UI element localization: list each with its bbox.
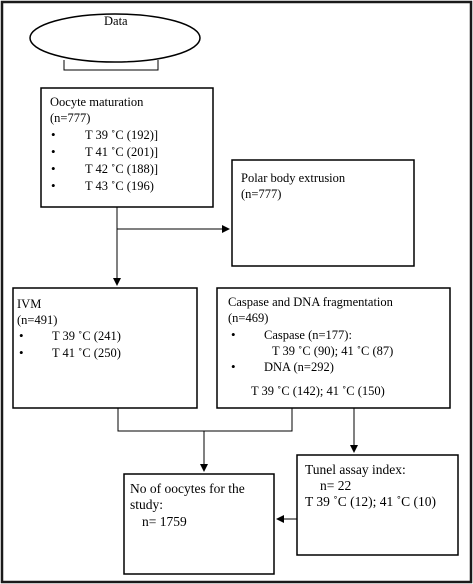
maturation-count: (n=777) <box>50 111 91 125</box>
caspase-values: T 39 ˚C (90); 41 ˚C (87) <box>272 344 394 358</box>
bullet: • <box>19 345 24 360</box>
maturation-item: T 43 ˚C (196) <box>85 179 154 193</box>
tunel-title: Tunel assay index: <box>305 462 406 477</box>
ivm-count: (n=491) <box>17 313 58 327</box>
ivm-item: T 41 ˚C (250) <box>52 346 121 360</box>
ivm-title: IVM <box>17 297 42 311</box>
bullet: • <box>19 328 24 343</box>
polar-body-title: Polar body extrusion <box>241 171 346 185</box>
caspase-dna-count: (n=469) <box>228 311 269 325</box>
dna-label: DNA (n=292) <box>264 360 334 374</box>
bullet: • <box>51 127 56 142</box>
maturation-item: T 41 ˚C (201)] <box>85 145 159 159</box>
bullet: • <box>231 359 236 374</box>
ivm-item: T 39 ˚C (241) <box>52 329 121 343</box>
dna-values: T 39 ˚C (142); 41 ˚C (150) <box>251 384 385 398</box>
caspase-dna-title: Caspase and DNA fragmentation <box>228 295 393 309</box>
maturation-item: T 42 ˚C (188)] <box>85 162 159 176</box>
total-line1: No of oocytes for the <box>130 481 245 496</box>
maturation-item: T 39 ˚C (192)] <box>85 128 159 142</box>
bullet: • <box>51 161 56 176</box>
bullet: • <box>51 144 56 159</box>
bullet: • <box>231 327 236 342</box>
merge-bracket <box>118 408 292 431</box>
tunel-count: n= 22 <box>320 478 352 493</box>
total-line2: study: <box>130 497 164 512</box>
tunel-values: T 39 ˚C (12); 41 ˚C (10) <box>305 494 436 509</box>
polar-body-count: (n=777) <box>241 187 282 201</box>
bullet: • <box>51 178 56 193</box>
data-node-label: Data <box>104 14 128 28</box>
maturation-title: Oocyte maturation <box>50 95 144 109</box>
caspase-label: Caspase (n=177): <box>264 328 352 342</box>
total-count: n= 1759 <box>142 514 187 529</box>
